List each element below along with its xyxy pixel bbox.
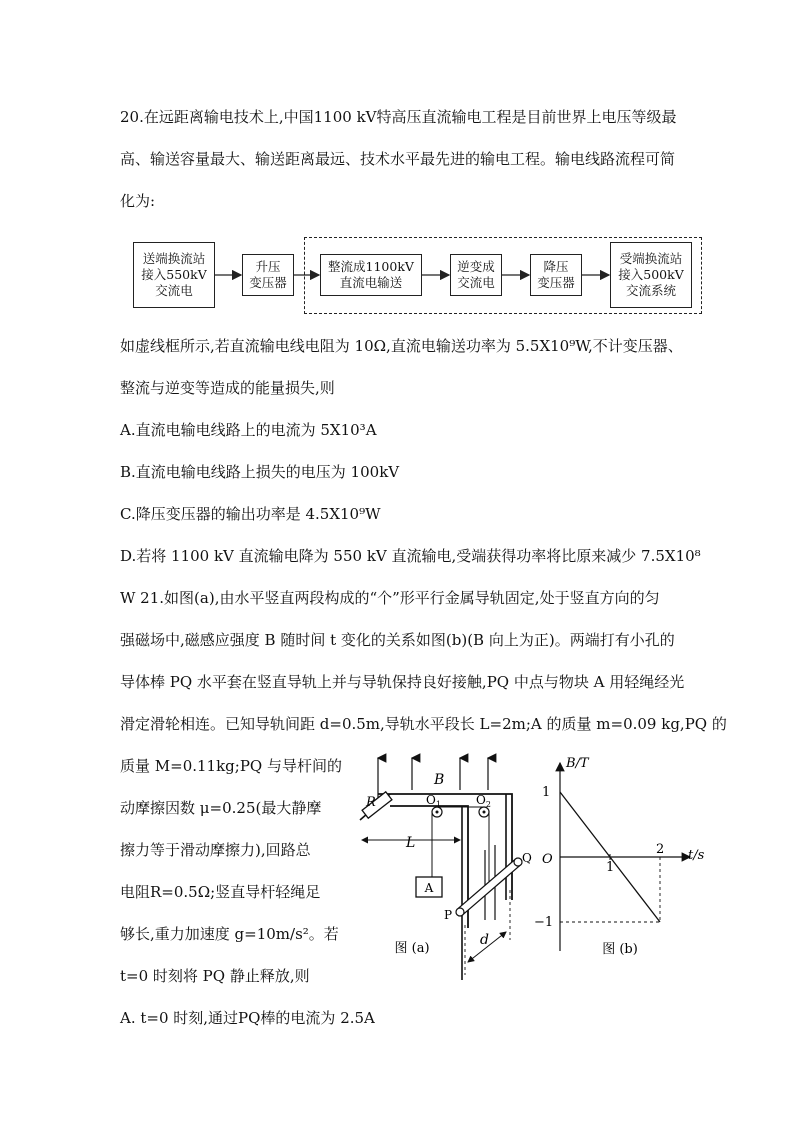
flow-box-text: 升压 xyxy=(255,259,281,274)
q21-line-2: 强磁场中,磁感应强度 B 随时间 t 变化的关系如图(b)(B 向上为正)。两端打有小孔的 xyxy=(120,631,675,649)
x-tick-label: 2 xyxy=(656,842,665,857)
figure-b-caption: 图 (b) xyxy=(602,942,638,957)
origin-label: O xyxy=(542,852,553,867)
label-a: A xyxy=(424,881,434,895)
y-tick-label: −1 xyxy=(534,915,554,930)
label-o1: $O_1$ xyxy=(426,793,441,809)
q20-option-d: D.若将 1100 kV 直流输电降为 550 kV 直流输电,受端获得功率将比原来减少 7.5X10⁸ xyxy=(120,547,701,565)
q20-option-b: B.直流电输电线路上损失的电压为 100kV xyxy=(120,463,400,481)
flow-box-text: 受端换流站 xyxy=(619,251,683,266)
flow-box-text: 变压器 xyxy=(249,275,287,290)
q20-option-c: C.降压变压器的输出功率是 4.5X10⁹W xyxy=(120,505,381,523)
flow-box-text: 整流成1100kV xyxy=(328,259,414,274)
q21-line-8: 电阻R=0.5Ω;竖直导杆轻绳足 xyxy=(120,883,321,901)
flow-box-text: 交流电 xyxy=(155,283,193,298)
label-r: R xyxy=(366,795,376,810)
q21-option-a: A. t=0 时刻,通过PQ棒的电流为 2.5A xyxy=(120,1009,375,1027)
label-o2: $O_2$ xyxy=(476,793,491,809)
flow-box-text: 送端换流站 xyxy=(142,251,206,266)
figure-a-caption: 图 (a) xyxy=(394,941,430,956)
q21-line-7: 擦力等于滑动摩擦力),回路总 xyxy=(120,841,311,859)
q21-line-9: 够长,重力加速度 g=10m/s²。若 xyxy=(120,925,339,943)
q21-line-6: 动摩擦因数 μ=0.25(最大静摩 xyxy=(120,799,322,817)
label-b: B xyxy=(434,772,445,788)
y-axis-label: B/T xyxy=(566,756,589,771)
flow-box-text: 降压 xyxy=(543,259,569,274)
q20-line-1: 20.在远距离输电技术上,中国1100 kV特高压直流输电工程是目前世界上电压等级最 xyxy=(120,108,677,126)
flow-box-text: 交流系统 xyxy=(625,283,676,298)
q20-line-3: 化为: xyxy=(120,192,156,210)
q20-line-4: 如虚线框所示,若直流输电线电阻为 10Ω,直流电输送功率为 5.5X10⁹W,不计变压器、 xyxy=(120,337,683,355)
flow-box-text: 直流电输送 xyxy=(339,275,403,290)
q21-line-5: 质量 M=0.11kg;PQ 与导杆间的 xyxy=(120,757,342,775)
q20-line-5: 整流与逆变等造成的能量损失,则 xyxy=(120,379,335,397)
label-d: d xyxy=(480,932,489,948)
q21-line-4: 滑定滑轮相连。已知导轨间距 d=0.5m,导轨水平段长 L=2m;A 的质量 m=0.09 kg,PQ 的 xyxy=(120,715,727,733)
x-tick-label: 1 xyxy=(606,860,615,875)
y-tick-label: 1 xyxy=(542,785,551,800)
q20-line-2: 高、输送容量最大、输送距离最远、技术水平最先进的输电工程。输电线路流程可简 xyxy=(120,150,676,168)
q21-line-10: t=0 时刻将 PQ 静止释放,则 xyxy=(120,967,310,985)
q21-line-3: 导体棒 PQ 水平套在竖直导轨上并与导轨保持良好接触,PQ 中点与物块 A 用轻绳经光 xyxy=(120,673,685,691)
q20-option-a: A.直流电输电线路上的电流为 5X10³A xyxy=(120,421,377,439)
label-q: Q xyxy=(522,851,532,865)
label-p: P xyxy=(444,908,453,922)
flow-box-text: 接入550kV xyxy=(141,267,207,282)
x-axis-label: t/s xyxy=(688,848,705,863)
flow-box-text: 变压器 xyxy=(537,275,575,290)
flow-box-text: 交流电 xyxy=(457,275,495,290)
flow-box-text: 逆变成 xyxy=(457,259,495,274)
flow-box-text: 接入500kV xyxy=(618,267,684,282)
figure-b-chart xyxy=(520,755,720,970)
q21-line-1: W 21.如图(a),由水平竖直两段构成的“个”形平行金属导轨固定,处于竖直方向的匀 xyxy=(120,589,660,607)
label-l: L xyxy=(406,835,416,851)
